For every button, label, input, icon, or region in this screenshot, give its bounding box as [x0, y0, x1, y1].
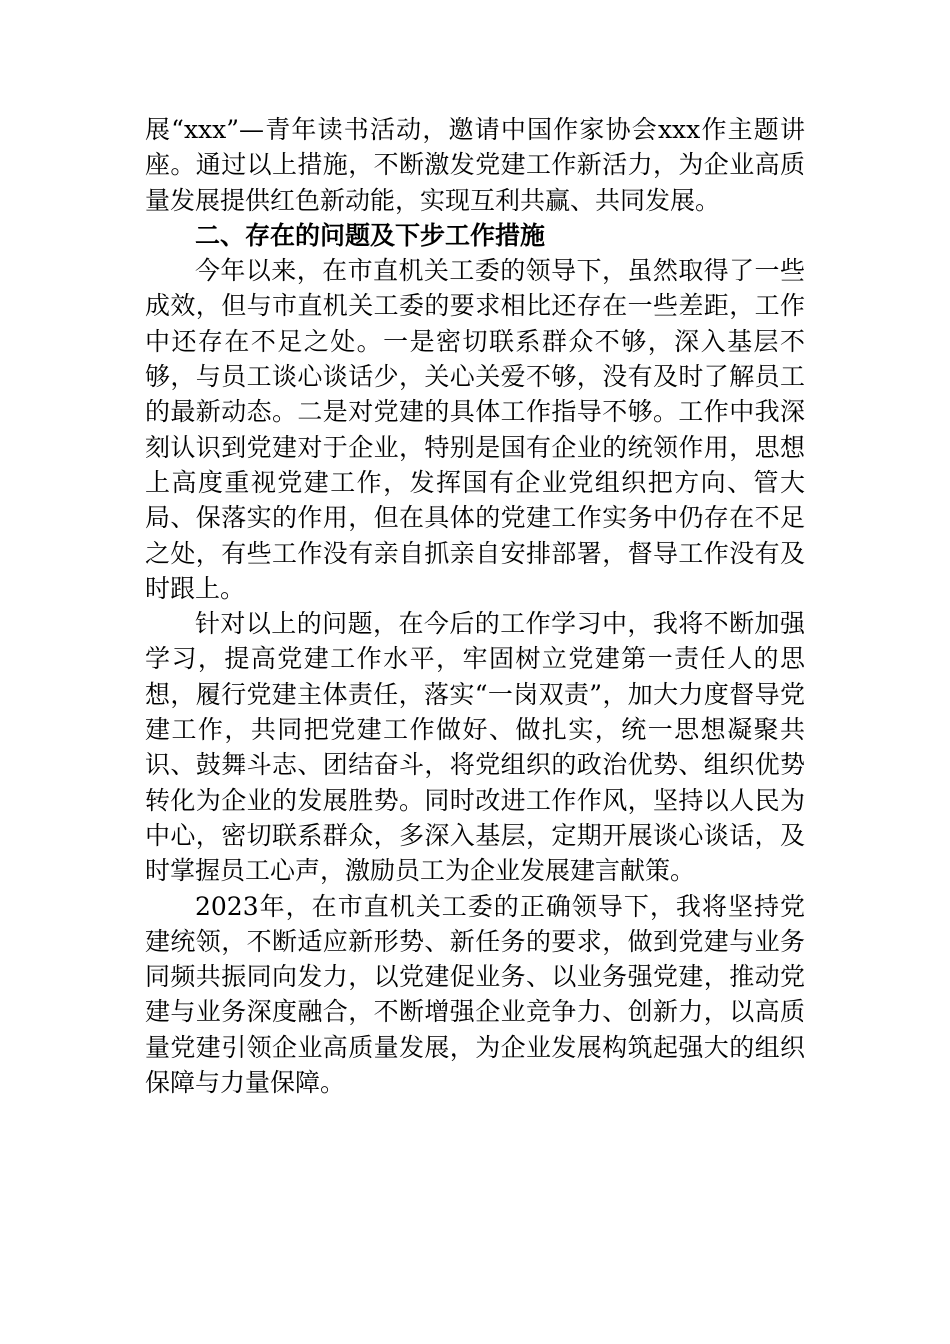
- paragraph-problems: 今年以来，在市直机关工委的领导下，虽然取得了一些成效，但与市直机关工委的要求相比还存在一些差距，工作中还存在不足之处。一是密切联系群众不够，深入基层不够，与员工谈心谈话少，关心关爱不够，没有及时了解员工的最新动态。二是对党建的具体工作指导不够。工作中我深刻认识到党建对于企业，特别是国有企业的统领作用，思想上高度重视党建工作，发挥国有企业党组织把方向、管大局、保落实的作用，但在具体的党建工作实务中仍存在不足之处，有些工作没有亲自抓亲自安排部署，督导工作没有及时跟上。: [145, 256, 805, 603]
- document-body: [145, 112, 805, 1100]
- section-heading: 二、存在的问题及下步工作措施: [195, 220, 546, 250]
- paragraph-continuation: 展“xxx”—青年读书活动，邀请中国作家协会xxx作主题讲座。通过以上措施，不断激发党建工作新活力，为企业高质量发展提供红色新动能，实现互利共赢、共同发展。: [145, 115, 805, 215]
- paragraph-outlook: 2023年，在市直机关工委的正确领导下，我将坚持党建统领，不断适应新形势、新任务的要求，做到党建与业务同频共振同向发力，以党建促业务、以业务强党建，推动党建与业务深度融合，不断增强企业竞争力、创新力，以高质量党建引领企业高质量发展，为企业发展构筑起强大的组织保障与力量保障。: [145, 891, 805, 1098]
- paragraph-measures: 针对以上的问题，在今后的工作学习中，我将不断加强学习，提高党建工作水平，牢固树立党建第一责任人的思想，履行党建主体责任，落实“一岗双责”，加大力度督导党建工作，共同把党建工作做好、做扎实，统一思想凝聚共识、鼓舞斗志、团结奋斗，将党组织的政治优势、组织优势转化为企业的发展胜势。同时改进工作作风，坚持以人民为中心，密切联系群众，多深入基层，定期开展谈心谈话，及时掌握员工心声，激励员工为企业发展建言献策。: [145, 609, 805, 886]
